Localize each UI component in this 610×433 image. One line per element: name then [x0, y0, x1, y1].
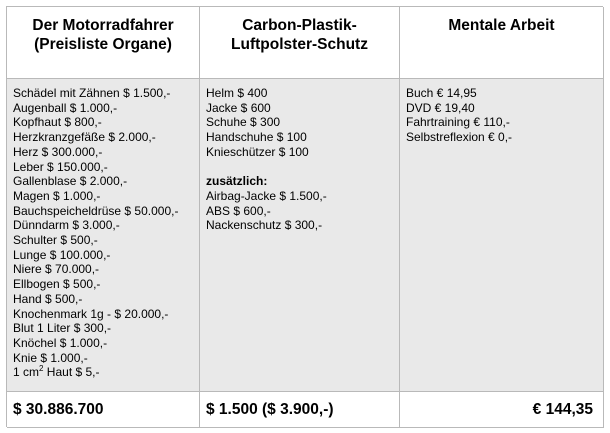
list-item: DVD € 19,40	[406, 100, 475, 115]
list-item: Niere $ 70.000,-	[13, 262, 100, 277]
header-motorradfahrer	[7, 7, 200, 79]
header-motorradfahrer-line1: Der Motorradfahrer	[32, 17, 174, 34]
list-item: Selbstreflexion € 0,-	[406, 130, 513, 145]
organ-price-list	[7, 79, 200, 392]
list-item: Schädel mit Zähnen $ 1.500,-	[13, 86, 171, 100]
header-schutz-line2: Luftpolster-Schutz	[231, 36, 368, 53]
list-item: Knöchel $ 1.000,-	[13, 335, 108, 350]
list-item: Fahrtraining € 110,-	[406, 115, 510, 130]
header-schutz	[200, 7, 400, 79]
extra-heading: zusätzlich:	[206, 174, 268, 189]
list-item: Hand $ 500,-	[13, 291, 83, 306]
total-mentale-arbeit: € 144,35	[400, 392, 604, 428]
list-item: Jacke $ 600	[206, 100, 271, 115]
list-item: Helm $ 400	[206, 86, 268, 100]
list-item: Herzkranzgefäße $ 2.000,-	[13, 130, 156, 145]
list-item: ABS $ 600,-	[206, 203, 271, 218]
list-item: Schuhe $ 300	[206, 115, 281, 130]
mental-work-price-list	[400, 79, 604, 392]
total-motorradfahrer: $ 30.886.700	[7, 392, 200, 428]
list-item: Magen $ 1.000,-	[13, 188, 101, 203]
list-item: Nackenschutz $ 300,-	[206, 218, 323, 233]
list-item: Knie $ 1.000,-	[13, 350, 88, 365]
protection-price-list	[200, 79, 400, 392]
list-item: Handschuhe $ 100	[206, 130, 307, 145]
skin-prefix: 1 cm	[13, 365, 40, 380]
price-comparison-table	[6, 6, 603, 427]
list-item-skin	[13, 365, 193, 380]
header-motorradfahrer-line2: (Preisliste Organe)	[34, 36, 172, 53]
list-item: Schulter $ 500,-	[13, 233, 98, 248]
header-mentale-arbeit	[400, 7, 604, 79]
list-item: Herz $ 300.000,-	[13, 144, 103, 159]
list-item: Airbag-Jacke $ 1.500,-	[206, 188, 327, 203]
header-mentale-arbeit-line1: Mentale Arbeit	[448, 17, 555, 34]
list-item: Knochenmark 1g - $ 20.000,-	[13, 306, 169, 321]
list-item: Knieschützer $ 100	[206, 144, 309, 159]
list-item: Buch € 14,95	[406, 86, 477, 100]
list-item: Bauchspeicheldrüse $ 50.000,-	[13, 203, 179, 218]
spacer	[206, 160, 393, 175]
list-item: Augenball $ 1.000,-	[13, 100, 118, 115]
total-schutz: $ 1.500 ($ 3.900,-)	[200, 392, 400, 428]
list-item: Dünndarm $ 3.000,-	[13, 218, 120, 233]
list-item: Kopfhaut $ 800,-	[13, 115, 102, 130]
skin-suffix: Haut $ 5,-	[43, 365, 100, 380]
header-schutz-line1: Carbon-Plastik-	[242, 17, 357, 34]
list-item: Gallenblase $ 2.000,-	[13, 174, 128, 189]
list-item: Lunge $ 100.000,-	[13, 247, 111, 262]
list-item: Blut 1 Liter $ 300,-	[13, 321, 112, 336]
list-item: Ellbogen $ 500,-	[13, 277, 101, 292]
skin-superscript: 2	[39, 364, 44, 374]
list-item: Leber $ 150.000,-	[13, 159, 108, 174]
